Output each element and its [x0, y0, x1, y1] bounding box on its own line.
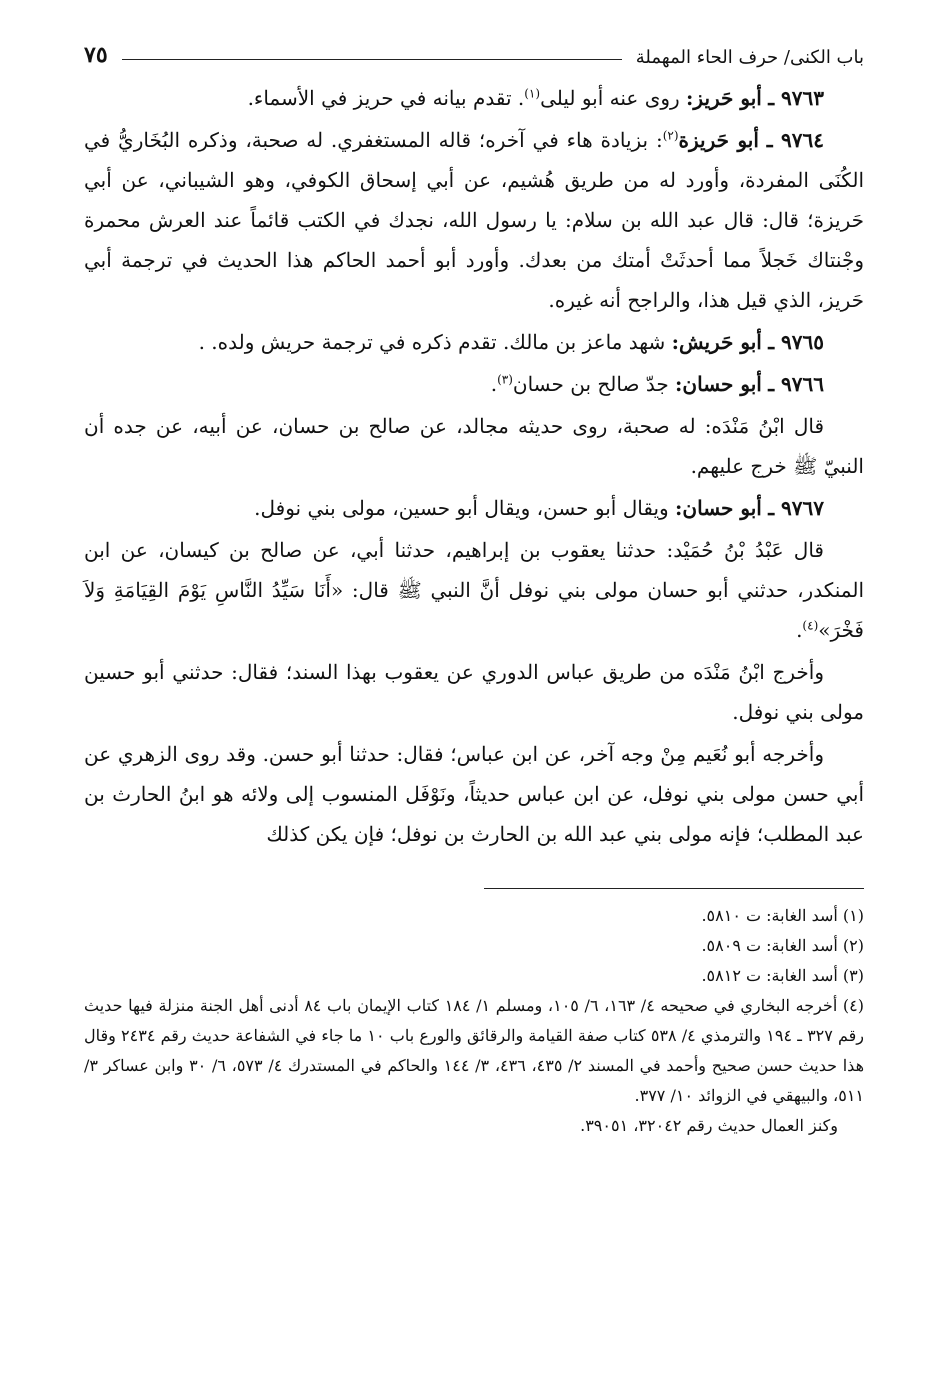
- entry-text: جدّ صالح بن حسان: [512, 372, 669, 396]
- entry-9766: [84, 364, 864, 404]
- footnote-ref: (٣): [497, 372, 513, 387]
- entry-number: ٩٧٦٧ ـ: [768, 496, 824, 520]
- entry-name: أبو حَريز:: [686, 86, 762, 110]
- entry-9764: [84, 120, 864, 320]
- entry-text: شهد ماعز بن مالك. تقدم ذكره في ترجمة حريش ولده. .: [198, 330, 666, 354]
- entry-9763: [84, 78, 864, 118]
- paragraph-abd-ibn-humayd: [84, 530, 864, 650]
- header-rule: [122, 59, 622, 60]
- footnote-ref: (٢): [662, 128, 679, 143]
- footnote-ref: (٤): [802, 618, 819, 633]
- entry-number: ٩٧٦٥ ـ: [768, 330, 824, 354]
- footnote-ref: (١): [524, 86, 541, 101]
- entry-9767: [84, 488, 864, 528]
- entry-text: ويقال أبو حسن، ويقال أبو حسين، مولى بني نوفل.: [254, 496, 669, 520]
- footnotes: [84, 901, 864, 1141]
- entry-text: .: [490, 372, 498, 396]
- footnote-1: (١) أسد الغابة: ت ٥٨١٠.: [701, 906, 864, 925]
- entry-number: ٩٧٦٣ ـ: [768, 86, 824, 110]
- entry-number: ٩٧٦٦ ـ: [768, 372, 824, 396]
- entry-9765: [84, 322, 864, 362]
- entry-name: أبو حسان:: [675, 372, 762, 396]
- entry-name: أبو حسان:: [675, 496, 762, 520]
- footnote-separator: [484, 888, 864, 889]
- paragraph-abu-nuaym: وأخرجه أبو نُعَيم مِنْ وجه آخر، عن ابن عباس؛ فقال: حدثنا أبو حسن. وقد روى الزهري عن أبي حسن مولى بني نوفل، عن ابن عباس حديثاً، ونَوْفَل المنسوب إلى ولائه هو ابنُ الحارث بن عبد المطلب؛ فإنه مولى بني عبد الله بن الحارث بن نوفل؛ فإن يكن كذلك: [84, 742, 864, 846]
- entry-number: ٩٧٦٤ ـ: [766, 128, 825, 152]
- paragraph-text: قال عَبْدُ بْنُ حُمَيْد: حدثنا يعقوب بن إبراهيم، حدثنا أبي، عن صالح بن كيسان، عن ابن المنكدر، حدثني أبو حسان مولى بني نوفل أنَّ النبي ﷺ قال: «أَنَا سَيِّدُ النَّاسِ يَوْمَ القِيَامَةِ وَلاَ فَخْرَ»: [84, 538, 864, 642]
- main-text: [84, 78, 864, 854]
- entry-text: . تقدم بيانه في حريز في الأسماء.: [247, 86, 525, 110]
- footnote-4-continued: وكنز العمال حديث رقم ٣٢٠٤٢، ٣٩٠٥١.: [580, 1116, 838, 1135]
- entry-text: روى عنه أبو ليلى: [540, 86, 680, 110]
- entry-text: : بزيادة هاء في آخره؛ قاله المستغفري. له صحبة، وذكره البُخَاريُّ في الكُنَى المفردة، وأورد له من طريق هُشيم، عن أبي إسحاق الكوفي، وهو الشيباني، عن أبي حَريزة؛ قال: قال عبد الله بن سلام: يا رسول الله، نجدك في الكتب قائماً عند العرش محمرة وجْنتاك خَجلاً مما أحدثَتْ أمتك من بعدك. وأورد أبو أحمد الحاكم هذا الحديث في ترجمة أبي حَريز، الذي قيل هذا، والراجح أنه غيره.: [84, 128, 864, 312]
- entry-name: أبو حَريزة: [678, 128, 759, 152]
- entry-name: أبو حَريش:: [671, 330, 762, 354]
- paragraph-text: .: [796, 618, 803, 642]
- paragraph-ibn-mandah: قال ابْنُ مَنْدَه: له صحبة، روى حديثه مجالد، عن صالح بن حسان، عن أبيه، عن جده أن النبيّ ﷺ خرج عليهم.: [84, 414, 864, 478]
- paragraph-ibn-mandah-2: وأخرج ابْنُ مَنْدَه من طريق عباس الدوري عن يعقوب بهذا السند؛ فقال: حدثني أبو حسين مولى بني نوفل.: [84, 660, 864, 724]
- header-title: باب الكنى/ حرف الحاء المهملة: [635, 47, 864, 68]
- running-header: [84, 32, 864, 68]
- footnote-3: (٣) أسد الغابة: ت ٥٨١٢.: [701, 966, 864, 985]
- footnote-2: (٢) أسد الغابة: ت ٥٨٠٩.: [701, 936, 864, 955]
- footnote-4: (٤) أخرجه البخاري في صحيحه ٤/ ١٦٣، ٦/ ١٠٥، ومسلم ١/ ١٨٤ كتاب الإيمان باب ٨٤ أدنى أهل الجنة منزلة فيها حديث رقم ٣٢٧ ـ ١٩٤ والترمذي ٤/ ٥٣٨ كتاب صفة القيامة والرقائق والورع باب ١٠ ما جاء في الشفاعة حديث رقم ٢٤٣٤ وقال هذا حديث حسن صحيح وأحمد في المسند ٢/ ٤٣٥، ٤٣٦، ٣/ ١٤٤ والحاكم في المستدرك ٤/ ٥٧٣، ٦/ ٣٠ وابن عساكر ٣/ ٥١١، والبيهقي في الزوائد ١٠/ ٣٧٧.: [84, 996, 865, 1105]
- page-number: ٧٥: [84, 42, 108, 68]
